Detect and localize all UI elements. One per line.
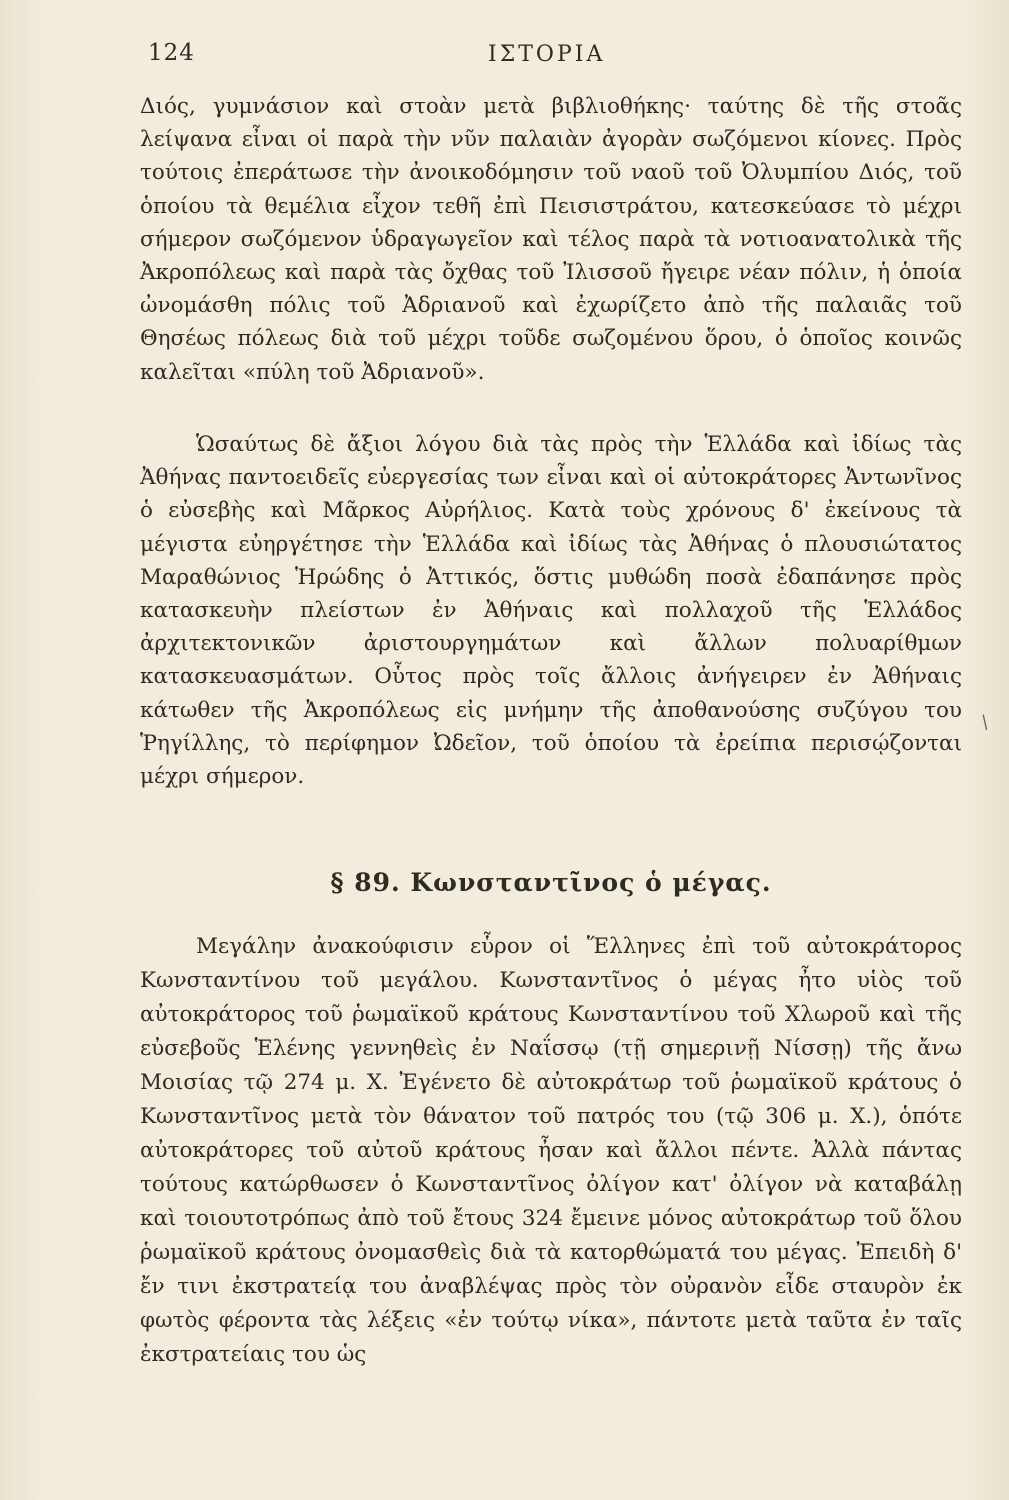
running-title: ΙΣΤΟΡΙΑ	[488, 42, 606, 67]
paragraph-benefactors: Ὡσαύτως δὲ ἄξιοι λόγου διὰ τὰς πρὸς τὴν Ἑλλάδα καὶ ἰδίως τὰς Ἀθήνας παντοειδεῖς εὐεργεσίας των εἶναι καὶ οἱ αὐτοκράτορες Ἀντωνῖνος ὁ εὐσεβὴς καὶ Μᾶρκος Αὐρήλιος. Κατὰ τοὺς χρόνους δ' ἐκείνους τὰ μέγιστα εὐηργέτησε τὴν Ἑλλάδα καὶ ἰδίως τὰς Ἀθήνας ὁ πλουσιώτατος Μαραθώνιος Ἡρώδης ὁ Ἀττικός, ὅστις μυθώδη ποσὰ ἐδαπάνησε πρὸς κατασκευὴν πλείστων ἐν Ἀθήναις καὶ πολλαχοῦ τῆς Ἑλλάδος ἀρχιτεκτονικῶν ἀριστουργημάτων καὶ ἄλλων πολυαρίθμων κατασκευασμάτων. Οὗτος πρὸς τοῖς ἄλλοις ἀνήγειρεν ἐν Ἀθήναις κάτωθεν τῆς Ἀκροπόλεως εἰς μνήμην τῆς ἀποθανούσης συζύγου του Ῥηγίλλης, τὸ περίφημον Ὠδεῖον, τοῦ ὁποίου τὰ ἐρείπια περισῴζονται μέχρι σήμερον.	[140, 432, 962, 790]
paragraph-constantine: Μεγάλην ἀνακούφισιν εὗρον οἱ Ἕλληνες ἐπὶ τοῦ αὐτοκράτορος Κωνσταντίνου τοῦ μεγάλου. Κωνσταντῖνος ὁ μέγας ἦτο υἱὸς τοῦ αὐτοκράτορος τοῦ ῥωμαϊκοῦ κράτους Κωνσταντίνου τοῦ Χλωροῦ καὶ τῆς εὐσεβοῦς Ἑλένης γεννηθεὶς ἐν Ναΐσσῳ (τῇ σημερινῇ Νίσσῃ) τῆς ἄνω Μοισίας τῷ 274 μ. Χ. Ἐγένετο δὲ αὐτοκράτωρ τοῦ ῥωμαϊκοῦ κράτους ὁ Κωνσταντῖνος μετὰ τὸν θάνατον τοῦ πατρός του (τῷ 306 μ. Χ.), ὁπότε αὐτοκράτορες τοῦ αὐτοῦ κράτους ἦσαν καὶ ἄλλοι πέντε. Ἀλλὰ πάντας τούτους κατώρθωσεν ὁ Κωνσταντῖνος ὀλίγον κατ' ὀλίγον νὰ καταβάλῃ καὶ τοιουτοτρόπως ἀπὸ τοῦ ἔτους 324 ἔμεινε μόνος αὐτοκράτωρ τοῦ ὅλου ῥωμαϊκοῦ κράτους ὀνομασθεὶς διὰ τὰ κατορθώματά του μέγας. Ἐπειδὴ δ' ἔν τινι ἐκστρατείᾳ του ἀναβλέψας πρὸς τὸν οὐρανὸν εἶδε σταυρὸν ἐκ φωτὸς φέροντα τὰς λέξεις «ἐν τούτῳ νίκα», πάντοτε μετὰ ταῦτα ἐν ταῖς ἐκστρατείαις του ὡς	[140, 934, 962, 1367]
margin-pencil-mark: /	[977, 711, 993, 734]
page-number: 124	[148, 40, 195, 66]
page-header	[148, 40, 938, 80]
section-heading: § 89. Κωνσταντῖνος ὁ μέγας.	[330, 868, 772, 897]
paragraph-hadrian-buildings: Διός, γυμνάσιον καὶ στοὰν μετὰ βιβλιοθήκης· ταύτης δὲ τῆς στοᾶς λείψανα εἶναι οἱ παρὰ τὴν νῦν παλαιὰν ἀγορὰν σωζόμενοι κίονες. Πρὸς τούτοις ἐπεράτωσε τὴν ἀνοικοδόμησιν τοῦ ναοῦ τοῦ Ὀλυμπίου Διός, τοῦ ὁποίου τὰ θεμέλια εἶχον τεθῆ ἐπὶ Πεισιστράτου, κατεσκεύασε τὸ μέχρι σήμερον σωζόμενον ὑδραγωγεῖον καὶ τέλος παρὰ τὰ νοτιοανατολικὰ τῆς Ἀκροπόλεως καὶ παρὰ τὰς ὄχθας τοῦ Ἰλισσοῦ ἤγειρε νέαν πόλιν, ἡ ὁποία ὠνομάσθη πόλις τοῦ Ἀδριανοῦ καὶ ἐχωρίζετο ἀπὸ τῆς παλαιᾶς τοῦ Θησέως πόλεως διὰ τοῦ μέχρι τοῦδε σωζομένου ὅρου, ὁ ὁποῖος κοινῶς καλεῖται «πύλη τοῦ Ἀδριανοῦ».	[140, 94, 962, 385]
